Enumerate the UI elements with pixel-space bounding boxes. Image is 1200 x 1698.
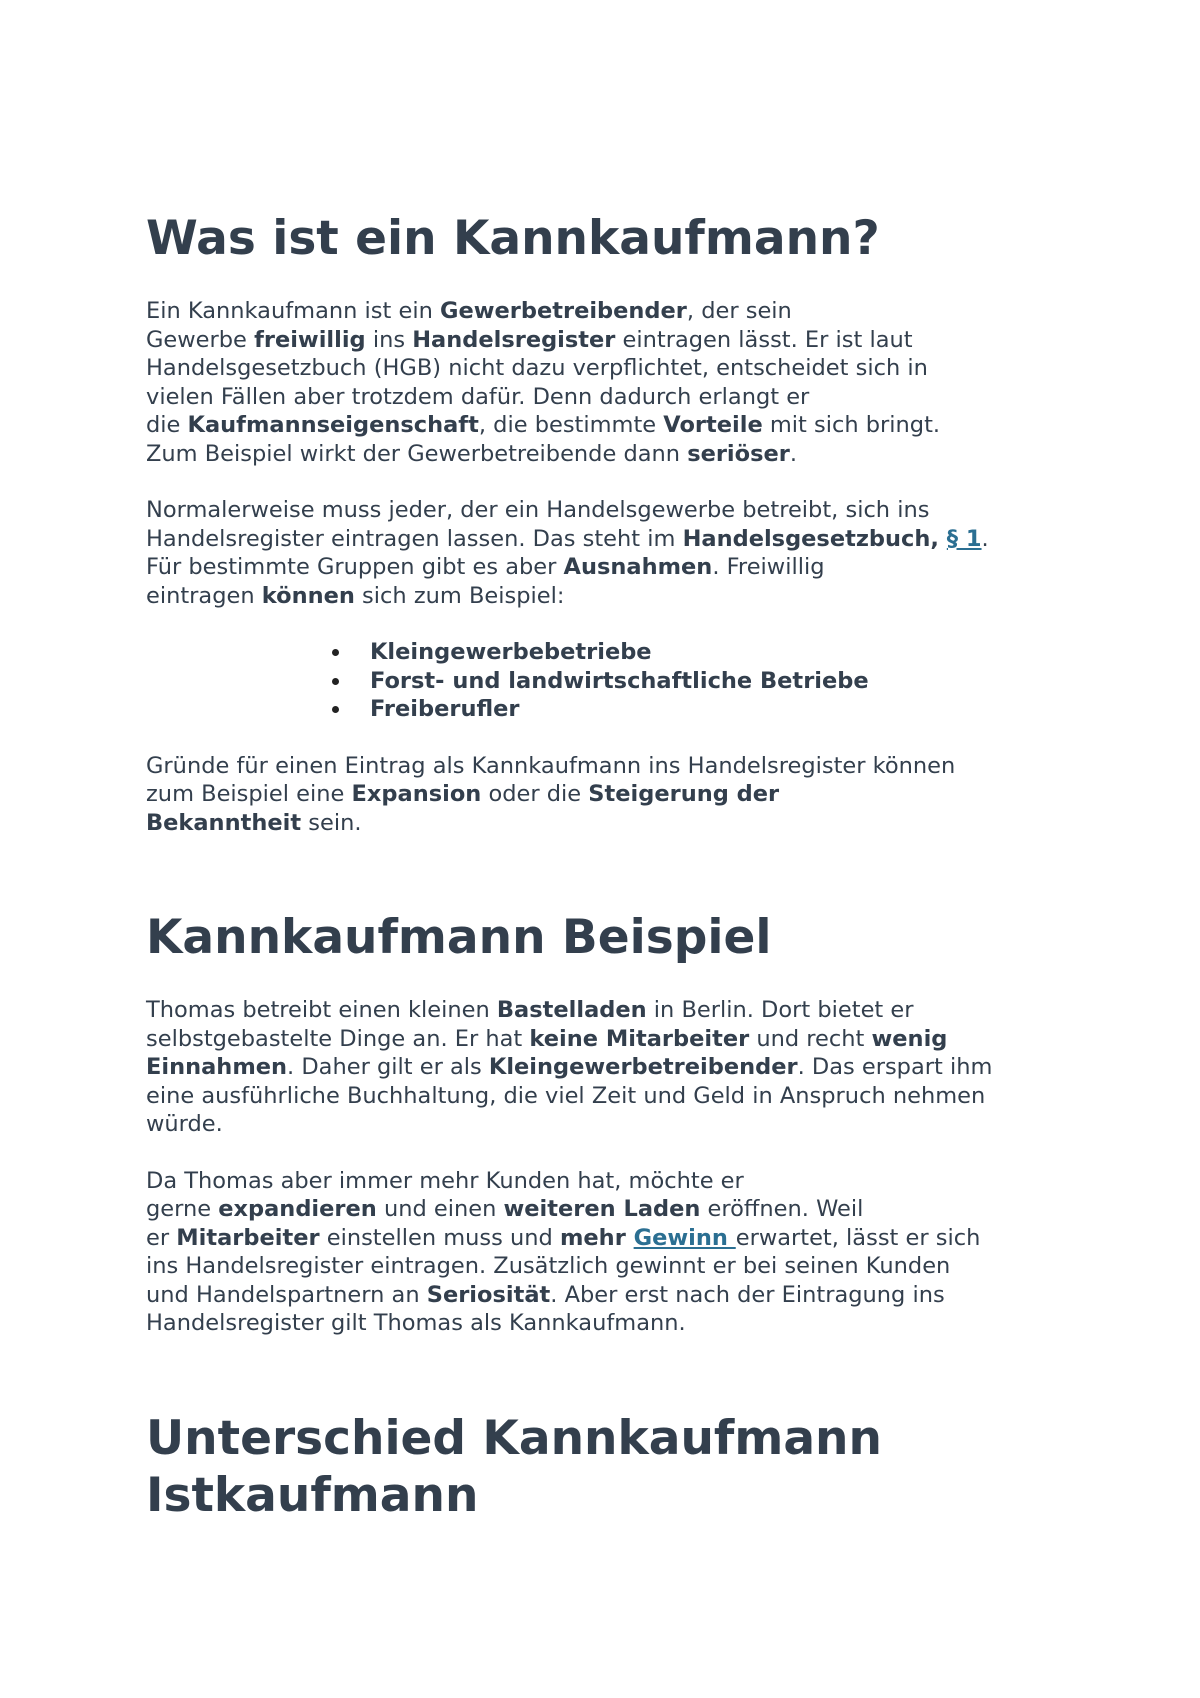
- list-item: Freiberufler: [332, 695, 1076, 724]
- bullet-icon: [332, 706, 339, 713]
- paragraph-definition: Ein Kannkaufmann ist ein Gewerbetreibender, der sein Gewerbe freiwillig ins Handelsregister eintragen lässt. Er ist laut Handelsgesetzbuch (HGB) nicht dazu verpflichtet, entscheidet sich in vielen Fällen aber trotzdem dafür. Denn dadurch erlangt er die Kaufmannseigenschaft, die bestimmte Vorteile mit sich bringt. Zum Beispiel wirkt der Gewerbetreibende dann seriöser.: [146, 298, 941, 467]
- heading-line: Istkaufmann: [146, 1467, 479, 1523]
- link-paragraph-1[interactable]: § 1: [946, 525, 982, 552]
- heading-unterschied: [146, 1410, 1076, 1524]
- list-item: Kleingewerbebetriebe: [332, 638, 1076, 667]
- document-content: [146, 210, 1076, 1524]
- heading-line: Unterschied Kannkaufmann: [146, 1410, 882, 1466]
- link-gewinn[interactable]: Gewinn: [633, 1224, 736, 1251]
- heading-was-ist-ein-kannkaufmann: Was ist ein Kannkaufmann?: [146, 211, 880, 266]
- paragraph-handelsregister: Normalerweise muss jeder, der ein Handelsgewerbe betreibt, sich ins Handelsregister eintragen lassen. Das steht im Handelsgesetzbuch, § 1. Für bestimmte Gruppen gibt es aber Ausnahmen. Freiwillig eintragen können sich zum Beispiel:: [146, 497, 989, 609]
- list-item: Forst- und landwirtschaftliche Betriebe: [332, 667, 1076, 696]
- heading-kannkaufmann-beispiel: Kannkaufmann Beispiel: [146, 910, 772, 965]
- paragraph-beispiel-thomas: Thomas betreibt einen kleinen Bastelladen in Berlin. Dort bietet er selbstgebastelte Dinge an. Er hat keine Mitarbeiter und recht wenig Einnahmen. Daher gilt er als Kleingewerbetreibender. Das erspart ihm eine ausführliche Buchhaltung, die viel Zeit und Geld in Anspruch nehmen würde.: [146, 997, 993, 1137]
- bullet-icon: [332, 678, 339, 685]
- paragraph-gruende: Gründe für einen Eintrag als Kannkaufmann ins Handelsregister können zum Beispiel eine Expansion oder die Steigerung der Bekanntheit sein.: [146, 752, 956, 836]
- exceptions-list: [146, 638, 1076, 724]
- bullet-icon: [332, 649, 339, 656]
- paragraph-expansion: Da Thomas aber immer mehr Kunden hat, möchte er gerne expandieren und einen weiteren Laden eröffnen. Weil er Mitarbeiter einstellen muss und mehr Gewinn erwartet, lässt er sich ins Handelsregister eintragen. Zusätzlich gewinnt er bei seinen Kunden und Handelspartnern an Seriosität. Aber erst nach der Eintragung ins Handelsregister gilt Thomas als Kannkaufmann.: [146, 1167, 981, 1336]
